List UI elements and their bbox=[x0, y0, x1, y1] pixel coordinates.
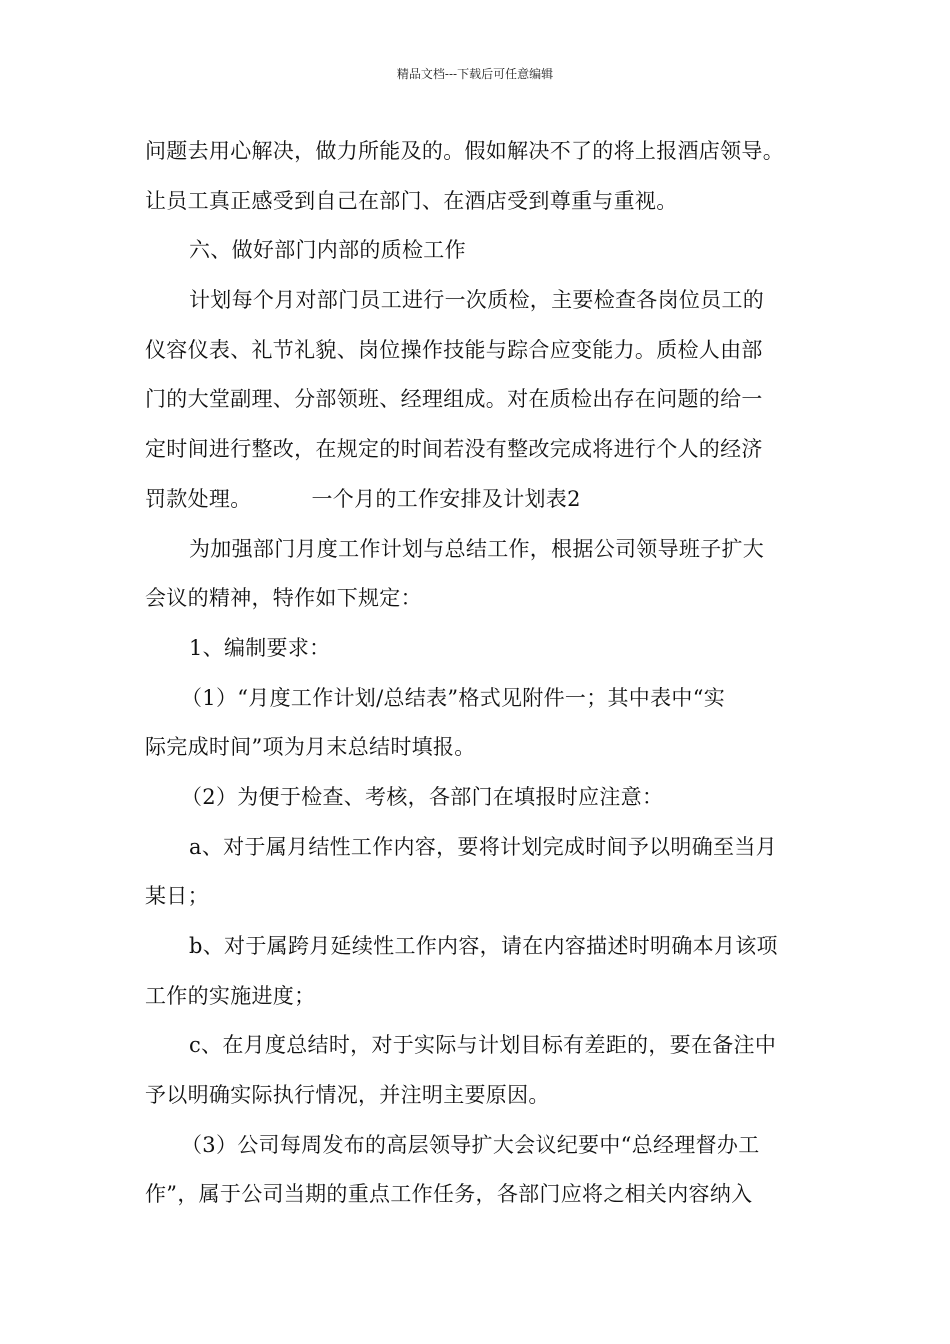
text-line: 作”，属于公司当期的重点工作任务，各部门应将之相关内容纳入 bbox=[145, 1182, 753, 1207]
text-line: 定时间进行整改，在规定的时间若没有整改完成将进行个人的经济 bbox=[145, 437, 763, 462]
text-line: 问题去用心解决，做力所能及的。假如解决不了的将上报酒店领导。 bbox=[145, 139, 784, 163]
text-line: 会议的精神，特作如下规定： bbox=[145, 586, 422, 611]
text-line: a、对于属月结性工作内容，要将计划完成时间予以明确至当月 bbox=[189, 834, 777, 859]
text-line: 让员工真正感受到自己在部门、在酒店受到尊重与重视。 bbox=[145, 188, 678, 213]
text-line: 工作的实施进度； bbox=[145, 983, 316, 1008]
text-line: 予以明确实际执行情况，并注明主要原因。 bbox=[145, 1083, 550, 1108]
list-heading: 1、编制要求： bbox=[189, 635, 331, 660]
text-line: 仪容仪表、礼节礼貌、岗位操作技能与踪合应变能力。质检人由部 bbox=[145, 337, 763, 362]
section-heading: 六、做好部门内部的质检工作 bbox=[189, 238, 466, 263]
text-line: （1）“月度工作计划/总结表”格式见附件一；其中表中“实 bbox=[181, 685, 726, 710]
text-fragment: 罚款处理。 bbox=[145, 486, 252, 511]
text-line: （3）公司每周发布的高层领导扩大会议纪要中“总经理督办工 bbox=[181, 1132, 760, 1157]
text-line: 际完成时间”项为月末总结时填报。 bbox=[145, 735, 476, 760]
text-line: 计划每个月对部门员工进行一次质检，主要检查各岗位员工的 bbox=[189, 288, 765, 313]
text-line: 某日； bbox=[145, 884, 209, 909]
text-line-with-title bbox=[145, 475, 817, 525]
document-body bbox=[145, 127, 817, 1220]
document-subtitle: 一个月的工作安排及计划表2 bbox=[311, 486, 581, 511]
page-header: 精品文档---下载后可任意编辑 bbox=[396, 67, 554, 81]
text-line: c、在月度总结时，对于实际与计划目标有差距的，要在备注中 bbox=[189, 1033, 777, 1058]
text-line: b、对于属跨月延续性工作内容，请在内容描述时明确本月该项 bbox=[189, 934, 778, 958]
text-line: 为加强部门月度工作计划与总结工作，根据公司领导班子扩大 bbox=[189, 536, 765, 561]
text-line: （2）为便于检查、考核，各部门在填报时应注意： bbox=[181, 784, 664, 809]
text-line: 门的大堂副理、分部领班、经理组成。对在质检出存在问题的给一 bbox=[145, 387, 763, 412]
